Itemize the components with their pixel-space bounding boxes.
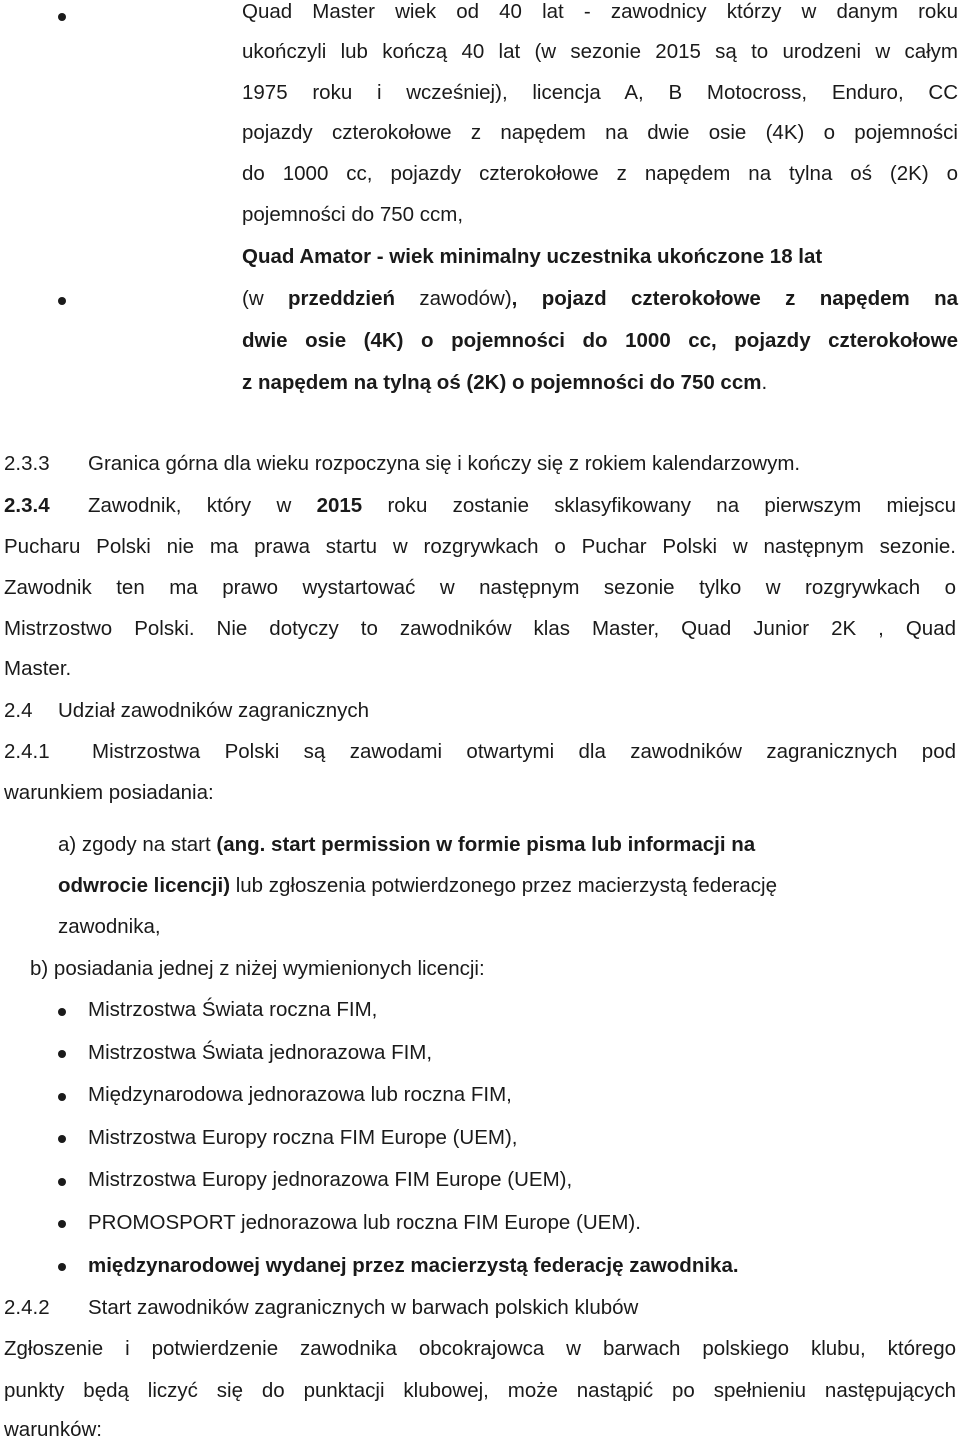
license-item: Mistrzostwa Europy roczna FIM Europe (UEM), [88, 1126, 518, 1149]
quad-amator-line-2-prefix: (w [242, 287, 288, 310]
section-2-3-4-line-4: Mistrzostwo Polski. Nie dotyczy to zawodników klas Master, Quad Junior 2K , Quad [4, 617, 956, 640]
section-number-2-3-3: 2.3.3 [4, 452, 50, 475]
section-number-2-4: 2.4 [4, 699, 33, 722]
license-item: Międzynarodowa jednorazowa lub roczna FIM, [88, 1083, 512, 1106]
quad-amator-line-2 [242, 287, 958, 311]
quad-master-line-4: pojazdy czterokołowe z napędem na dwie osie (4K) o pojemności [242, 121, 958, 144]
condition-a-line-2 [58, 874, 777, 898]
section-2-3-4-line-1 [88, 494, 956, 518]
section-2-4-1-line-2: warunkiem posiadania: [4, 781, 214, 804]
bullet-icon [58, 1093, 66, 1101]
quad-master-line-5: do 1000 cc, pojazdy czterokołowe z napędem na tylna oś (2K) o [242, 162, 958, 185]
bullet-icon [58, 1135, 66, 1143]
section-2-4-2-title: Start zawodników zagranicznych w barwach polskich klubów [88, 1296, 639, 1319]
bullet-icon [58, 297, 66, 305]
section-2-3-4-line-1-a: Zawodnik, który w [88, 494, 317, 517]
license-item: Mistrzostwa Świata jednorazowa FIM, [88, 1041, 433, 1064]
bullet-icon [58, 1008, 66, 1016]
quad-amator-line-4-end: . [761, 371, 768, 394]
license-item: Mistrzostwa Europy jednorazowa FIM Europe (UEM), [88, 1168, 573, 1191]
section-2-3-4-line-3: Zawodnik ten ma prawo wystartować w następnym sezonie tylko w rozgrywkach o [4, 576, 956, 599]
section-2-4-title: Udział zawodników zagranicznych [58, 699, 370, 722]
quad-amator-line-4 [242, 371, 767, 395]
quad-master-line-3: 1975 roku i wcześniej), licencja A, B Motocross, Enduro, CC [242, 81, 958, 104]
bullet-icon [58, 1220, 66, 1228]
condition-b-text: b) posiadania jednej z niżej wymienionych licencji: [30, 957, 485, 980]
section-2-4-2-line-2: punkty będą liczyć się do punktacji klubowej, może nastąpić po spełnieniu następujących [4, 1379, 956, 1402]
section-2-4-1-line-1: Mistrzostwa Polski są zawodami otwartymi dla zawodników zagranicznych pod [92, 740, 956, 763]
quad-master-line-2: ukończyli lub kończą 40 lat (w sezonie 2015 są to urodzeni w całym [242, 40, 958, 63]
quad-master-line-6: pojemności do 750 ccm, [242, 203, 464, 226]
quad-amator-line-1: Quad Amator - wiek minimalny uczestnika ukończone 18 lat [242, 245, 823, 268]
quad-amator-line-2-bold-2: , pojazd czterokołowe z napędem na [511, 287, 958, 310]
license-item: Mistrzostwa Świata roczna FIM, [88, 998, 378, 1021]
section-2-3-4-line-2: Pucharu Polski nie ma prawa startu w rozgrywkach o Puchar Polski w następnym sezonie. [4, 535, 956, 558]
condition-a-line-3: zawodnika, [58, 915, 161, 938]
license-item: PROMOSPORT jednorazowa lub roczna FIM Europe (UEM). [88, 1211, 641, 1234]
license-item: międzynarodowej wydanej przez macierzystą federację zawodnika. [88, 1254, 739, 1277]
condition-a-line-2-bold: odwrocie licencji) [58, 874, 231, 897]
quad-amator-line-3: dwie osie (4K) o pojemności do 1000 cc, pojazdy czterokołowe [242, 329, 958, 352]
section-2-3-4-line-5: Master. [4, 657, 72, 680]
bullet-icon [58, 1263, 66, 1271]
section-number-2-4-1: 2.4.1 [4, 740, 50, 763]
bullet-icon [58, 13, 66, 21]
quad-amator-line-4-bold: z napędem na tylną oś (2K) o pojemności do 750 ccm [242, 371, 762, 394]
bullet-icon [58, 1178, 66, 1186]
quad-amator-line-2-mid: zawodów) [395, 287, 512, 310]
quad-master-line-1: Quad Master wiek od 40 lat - zawodnicy którzy w danym roku [242, 0, 958, 23]
quad-amator-line-2-bold-1: przeddzień [287, 287, 396, 310]
condition-a-line-1-bold: (ang. start permission w formie pisma lub informacji na [216, 833, 756, 856]
section-2-3-3-text: Granica górna dla wieku rozpoczyna się i kończy się z rokiem kalendarzowym. [88, 452, 801, 475]
section-number-2-3-4: 2.3.4 [4, 494, 50, 517]
section-2-4-2-line-1: Zgłoszenie i potwierdzenie zawodnika obcokrajowca w barwach polskiego klubu, którego [4, 1337, 956, 1360]
condition-a-line-1 [58, 833, 755, 857]
section-2-4-2-line-3: warunków: [4, 1418, 102, 1441]
section-2-3-4-year: 2015 [316, 494, 363, 517]
section-number-2-4-2: 2.4.2 [4, 1296, 50, 1319]
bullet-icon [58, 1050, 66, 1058]
condition-a-line-1-plain: a) zgody na start [58, 833, 217, 856]
section-2-3-4-line-1-b: roku zostanie sklasyfikowany na pierwszym miejscu [362, 494, 957, 517]
condition-a-line-2-plain: lub zgłoszenia potwierdzonego przez macierzystą federację [230, 874, 777, 897]
